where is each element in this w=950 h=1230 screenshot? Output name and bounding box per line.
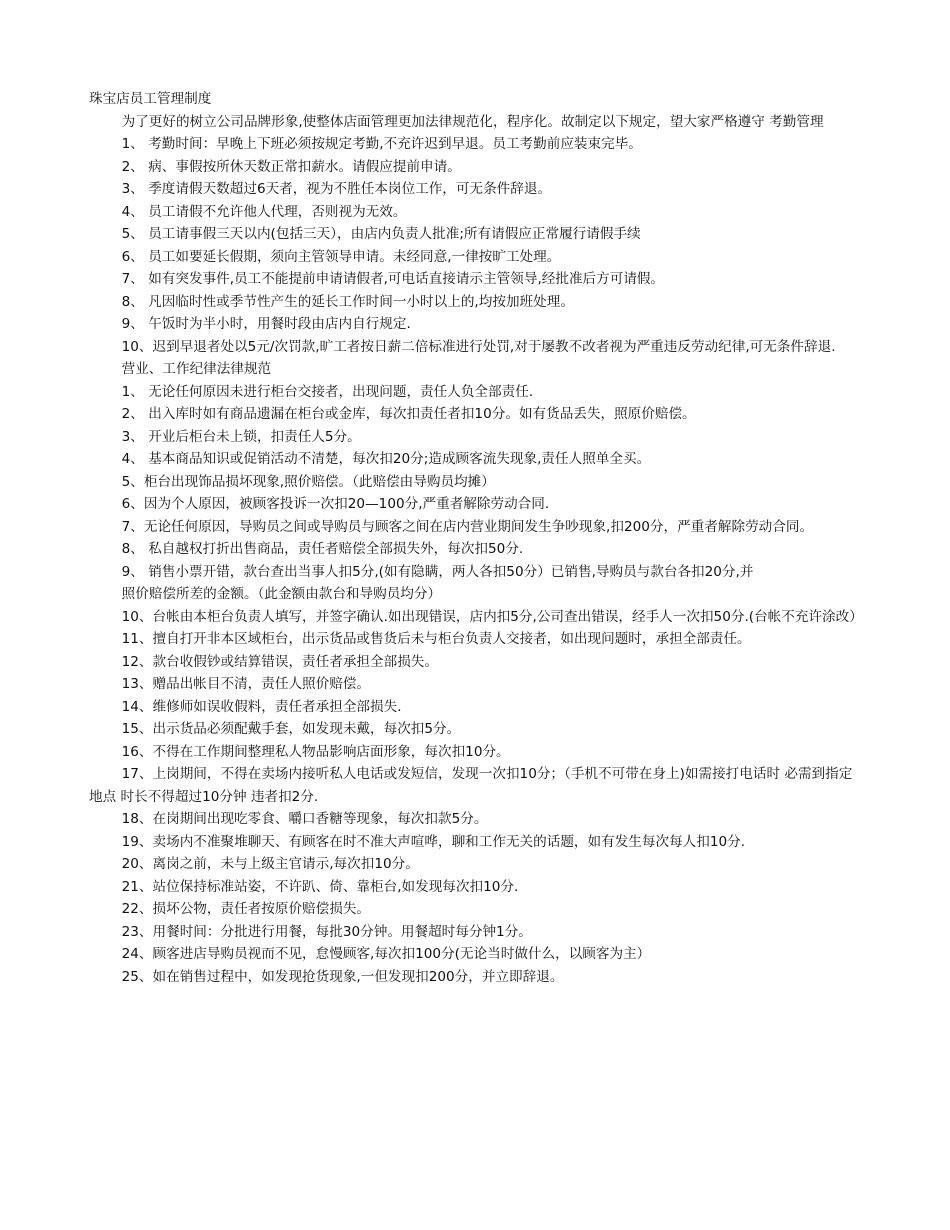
list-item: 7、无论任何原因，导购员之间或导购员与顾客之间在店内营业期间发生争吵现象,扣200分，严重者解除劳动合同。 <box>121 518 814 535</box>
discipline-list <box>89 381 861 989</box>
list-item: 21、站位保持标准站姿，不许趴、倚、靠柜台,如发现每次扣10分. <box>121 878 519 895</box>
intro-paragraph: 为了更好的树立公司品牌形象,使整体店面管理更加法律规范化，程序化。故制定以下规定，望大家严格遵守 考勤管理 <box>121 113 824 130</box>
list-item: 10、迟到早退者处以5元/次罚款,旷工者按日薪二倍标准进行处罚,对于屡教不改者视为严重违反劳动纪律,可无条件辞退. <box>121 338 836 355</box>
list-item: 1、 考勤时间：早晚上下班必须按规定考勤,不充许迟到早退。员工考勤前应装束完毕。 <box>121 136 642 152</box>
section-heading: 营业、工作纪律法律规范 <box>121 361 272 377</box>
list-item: 3、 开业后柜台未上锁，扣责任人5分。 <box>121 428 361 445</box>
document-page <box>89 88 861 988</box>
attendance-list <box>89 133 861 358</box>
list-item: 2、 病、事假按所休天数正常扣薪水。请假应提前申请。 <box>121 158 461 175</box>
list-item: 5、柜台出现饰品损坏现象,照价赔偿。（此赔偿由导购员均摊） <box>121 473 495 490</box>
list-item: 24、顾客进店导购员视而不见，怠慢顾客,每次扣100分(无论当时做什么，以顾客为主） <box>121 946 651 962</box>
list-item: 12、款台收假钞或结算错误，责任者承担全部损失。 <box>121 653 438 670</box>
list-item: 5、 员工请事假三天以内(包括三天），由店内负责人批准;所有请假应正常履行请假手续 <box>121 226 641 242</box>
list-item: 11、擅自打开非本区域柜台，出示货品或售货后未与柜台负责人交接者，如出现问题时，承担全部责任。 <box>121 631 751 647</box>
list-item: 9、 午饭时为半小时，用餐时段由店内自行规定. <box>121 316 411 332</box>
list-item: 9、 销售小票开错，款台查出当事人扣5分,(如有隐瞒，两人各扣50分）已销售,导购员与款台各扣20分,并 <box>121 563 754 580</box>
list-item: 13、赠品出帐目不清，责任人照价赔偿。 <box>121 676 371 692</box>
list-item: 20、离岗之前，未与上级主官请示,每次扣10分。 <box>121 856 419 872</box>
list-item: 3、 季度请假天数超过6天者，视为不胜任本岗位工作，可无条件辞退。 <box>121 181 552 197</box>
list-item: 16、不得在工作期间整理私人物品影响店面形象，每次扣10分。 <box>121 743 510 760</box>
list-item: 照价赔偿所差的金额。（此金额由款台和导购员均分） <box>121 586 442 602</box>
list-item: 14、维修师如误收假料，责任者承担全部损失. <box>121 698 402 715</box>
list-item: 6、因为个人原因，被顾客投诉一次扣20—100分,严重者解除劳动合同. <box>121 496 550 512</box>
list-item: 8、 私自越权打折出售商品，责任者赔偿全部损失外，每次扣50分. <box>121 541 524 557</box>
list-item: 8、 凡因临时性或季节性产生的延长工作时间一小时以上的,均按加班处理。 <box>121 293 574 310</box>
list-item: 19、卖场内不准聚堆聊天、有顾客在时不准大声喧哗，聊和工作无关的话题，如有发生每次每人扣10分. <box>121 833 746 850</box>
list-item: 22、损坏公物，责任者按原价赔偿损失。 <box>121 901 371 917</box>
document-title: 珠宝店员工管理制度 <box>89 91 212 107</box>
list-item: 25、如在销售过程中，如发现抢货现象,一但发现扣200分，并立即辞退。 <box>121 968 564 985</box>
list-item: 6、 员工如要延长假期，须向主管领导申请。未经同意,一律按旷工处理。 <box>121 248 561 265</box>
list-item: 18、在岗期间出现吃零食、嚼口香糖等现象，每次扣款5分。 <box>121 811 488 827</box>
list-item: 4、 基本商品知识或促销活动不清楚，每次扣20分;造成顾客流失现象,责任人照单全买。 <box>121 451 651 467</box>
list-item: 7、 如有突发事件,员工不能提前申请请假者,可电话直接请示主管领导,经批准后方可请假。 <box>121 271 665 287</box>
list-item: 10、台帐由本柜台负责人填写，并签字确认.如出现错误，店内扣5分,公司查出错误，经手人一次扣50分.(台帐不充许涂改） <box>121 608 863 625</box>
list-item: 17、上岗期间，不得在卖场内接听私人电话或发短信，发现一次扣10分；（手机不可带在身上)如需接打电话时 必需到指定地点 时长不得超过10分钟 违者扣2分. <box>89 766 853 805</box>
list-item: 1、 无论任何原因未进行柜台交接者，出现问题，责任人负全部责任. <box>121 383 534 400</box>
list-item: 2、 出入库时如有商品遗漏在柜台或金库，每次扣责任者扣10分。如有货品丢失，照原价赔偿。 <box>121 406 696 422</box>
list-item: 23、用餐时间：分批进行用餐，每批30分钟。用餐超时每分钟1分。 <box>121 923 532 940</box>
list-item: 4、 员工请假不允许他人代理，否则视为无效。 <box>121 203 407 220</box>
list-item: 15、出示货品必须配戴手套，如发现未戴，每次扣5分。 <box>121 721 461 737</box>
